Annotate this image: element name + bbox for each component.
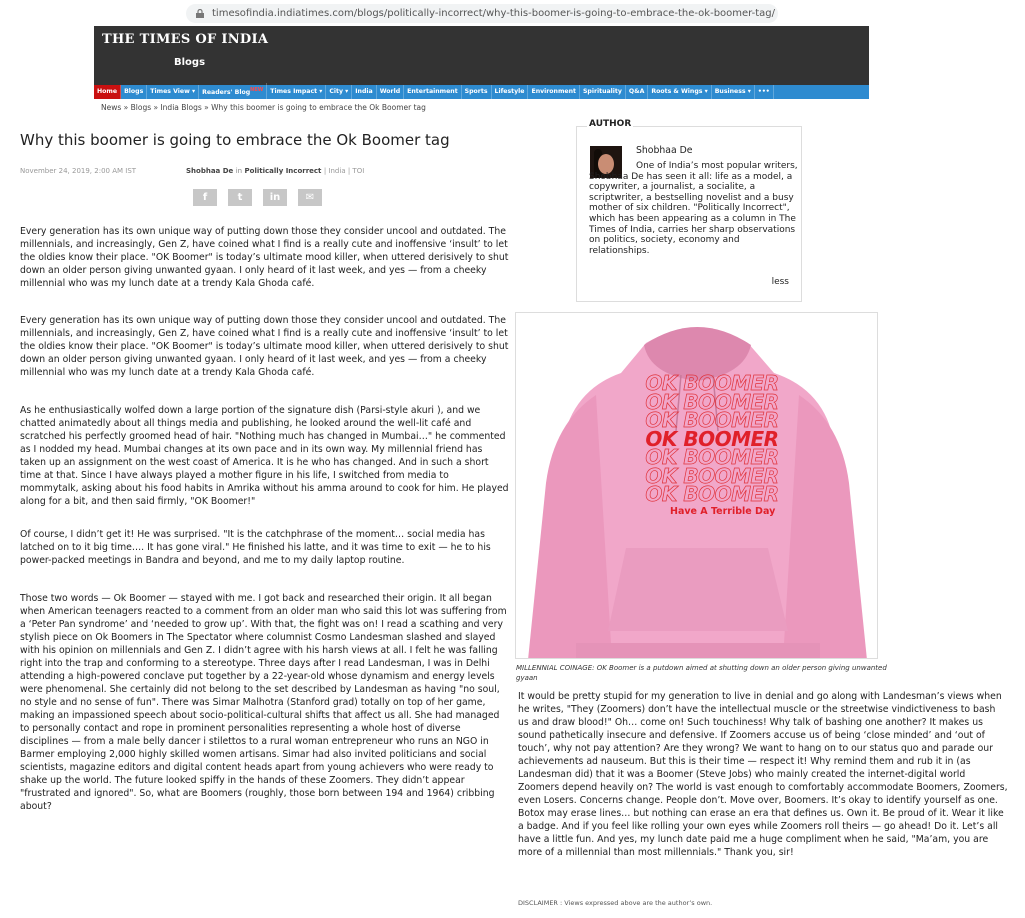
slogan-line: OK BOOMER	[645, 371, 779, 395]
nav-item-roots-wings[interactable]: Roots & Wings ▾	[648, 85, 711, 99]
section-title[interactable]: Blogs	[174, 57, 206, 68]
slogan-line: OK BOOMER	[645, 445, 779, 469]
facebook-icon[interactable]: f	[193, 189, 217, 206]
nav-item-times-impact[interactable]: Times Impact ▾	[267, 85, 326, 99]
author-bio: One of India’s most popular writers, Shobhaa De has seen it all: life as a model, a copywriter, a journalist, a socialite, a scriptwriter, a bestselling novelist and a busy mother of six children. "Politically Incorrect", which has been appearing as a column in The Times of India, carries her sharp observations on politics, society, economy and relationships.	[589, 161, 798, 256]
slogan-line: OK BOOMER	[645, 463, 779, 488]
nav-item-environment[interactable]: Environment	[528, 85, 580, 99]
nav-item-business[interactable]: Business ▾	[712, 85, 755, 99]
breadcrumb[interactable]: News » Blogs » India Blogs » Why this boomer is going to embrace the Ok Boomer tag	[101, 103, 426, 112]
new-badge: NEW	[250, 87, 264, 94]
article-paragraph: Every generation has its own unique way of putting down those they consider uncool and outdated. The millennials, and increasingly, Gen Z, have coined what I find is a really cute and inoffensive ‘insult’ to let the oldies know their place. "OK Boomer" is today’s ultimate mood killer, when uttered derisively to shut down an older person giving unwanted gyaan. I only heard of it last week, and yes — from a cheeky millennial who was my lunch date at a trendy Kala Ghoda café.	[20, 226, 509, 289]
nav-item-times-view[interactable]: Times View ▾	[147, 85, 199, 99]
nav-item-readers-blog[interactable]	[199, 83, 267, 100]
nav-item-lifestyle[interactable]: Lifestyle	[492, 85, 529, 99]
nav-item-entertainment[interactable]: Entertainment	[404, 85, 462, 99]
category-link[interactable]: Politically Incorrect	[244, 167, 322, 175]
article-image	[515, 312, 878, 659]
nav-item-home[interactable]: Home	[94, 85, 121, 99]
slogan-line: OK BOOMER	[645, 389, 779, 414]
tag-links[interactable]: | India | TOI	[323, 167, 365, 175]
article-paragraph: As he enthusiastically wolfed down a large portion of the signature dish (Parsi-style akuri ), and we chatted animatedly about all things media and publishing, he looked around the well-lit café and scratched his perfectly groomed head of hair. "Nothing much has changed in Mumbai…" he commented as I nodded my head. Mumbai changes at its own pace and in its own way. My millennial friend has taken up an assignment on the west coast of America. It is he who has changed. And in such a short time at that. Since I have always played a mother figure in his life, I switched from media to mommytalk, asking about his food habits in Amrika without his amma around to cook for him. He played along for a bit, and then said firmly, "OK Boomer!"	[20, 405, 509, 507]
slogan-line: OK BOOMER	[645, 408, 779, 432]
nav-item-world[interactable]: World	[377, 85, 404, 99]
publish-date: November 24, 2019, 2:00 AM IST	[20, 167, 137, 175]
slogan-line: OK BOOMER	[645, 482, 779, 506]
address-bar[interactable]	[186, 4, 778, 23]
url-text: timesofindia.indiatimes.com/blogs/politically-incorrect/why-this-boomer-is-going-to-embrace-the-ok-boomer-tag/	[212, 8, 776, 19]
nav-item-qa[interactable]: Q&A	[626, 85, 648, 99]
twitter-icon[interactable]: t	[228, 189, 252, 206]
site-logo[interactable]: THE TIMES OF INDIA	[102, 32, 269, 47]
author-name[interactable]: Shobhaa De	[636, 145, 693, 156]
email-icon[interactable]: ✉	[298, 189, 322, 206]
article-paragraph: Of course, I didn’t get it! He was surprised. "It is the catchphrase of the moment… social media has latched on to it big time…. It has gone viral." He finished his latte, and it was time to exit — he to his power-packed meetings in Bandra and beyond, and me to my daily laptop routine.	[20, 529, 491, 566]
author-box-header: AUTHOR	[589, 119, 632, 129]
image-caption: MILLENNIAL COINAGE: OK Boomer is a putdown aimed at shutting down an older person giving unwanted gyaan	[516, 664, 887, 682]
article-paragraph: It would be pretty stupid for my generation to live in denial and go along with Landesman’s views when he writes, "They (Zoomers) don’t have the intellectual muscle or the streetwise vindictiveness to bash us and draw blood!" Oh… come on! Such touchiness! Why talk of bashing one another? It makes us sound pathetically insecure and defensive. If Zoomers accuse us of being ‘close minded’ and ‘out of touch’, why not pay attention? Are they wrong? We want to hang on to our status quo and parade our achievements ad nauseum. But this is their time — respect it! Why remind them and rub it in (as Landesman did) that it was a Boomer (Steve Jobs) who mainly created the internet-digital world Zoomers depend heavily on? The world is vast enough to comfortably accommodate Boomers, Zoomers, even Losers. Concerns change. People don’t. Move over, Boomers. It’s okay to identify yourself as one. Botox may erase lines… but nothing can erase an era that defines us. Own it. Be proud of it. Wear it like a badge. And if you feel like rolling your own eyes while Zoomers roll theirs — go ahead! Do it. Let’s all have a little fun. And yes, my lunch date paid me a huge compliment when he said, "Ma’am, you are more of a millennial than most millennials." Thank you, sir!	[518, 691, 1008, 858]
nav-more[interactable]: •••	[755, 85, 774, 99]
nav-item-label: Readers' Blog	[202, 89, 251, 97]
article-paragraph: Those two words — Ok Boomer — stayed with me. I got back and researched their origin. It all began when American teenagers reacted to a comment from an older man who said this lot was suffering from a ‘Peter Pan syndrome’ and ‘needed to grow up’. With that, the fight was on! I read a scathing and very stylish piece on Ok Boomers in The Spectator where columnist Cosmo Landesman slashed and slayed with his opinion on millennials and Gen Z. I didn’t agree with his harsh views at all. I felt he was falling right into the trap and conforming to a stereotype. Three days after I read Landesman, I was in Delhi attending a high-powered conclave put together by a 22-year-old whose dynamism and energy levels were phenomenal. She certainly did not belong to the set described by Landesman as having "no soul, no style and no sense of fun". There was Simar Malhotra (Stanford grad) totally on top of her game, making an impassioned speech about socio-political-cultural shifts that affect us all. She had managed to personally contact and rope in prominent personalities representing a whole host of diverse disciplines — from a male belly dancer i stilettos to a rural woman entrepreneur who runs an NGO in Barmer employing 2,000 highly skilled women artisans. Simar had also invited politicians and social scientists, magazine editors and digital content heads apart from young achievers who were ready to shake up the world. The future looked spiffy in the hands of these Zoomers. They didn’t appear "frustrated and ignored". So, what are Boomers (roughly, those born between 194 and 1964) cribbing about?	[20, 593, 507, 812]
author-box	[576, 119, 802, 302]
slogan-tagline: Have A Terrible Day	[670, 506, 776, 517]
in-label: in	[235, 167, 243, 175]
page-title: Why this boomer is going to embrace the Ok Boomer tag	[20, 131, 450, 149]
less-toggle[interactable]: less	[771, 277, 789, 287]
masthead	[94, 26, 869, 85]
nav-item-city[interactable]: City ▾	[326, 85, 352, 99]
lock-icon	[196, 9, 204, 18]
nav-item-spirituality[interactable]: Spirituality	[580, 85, 626, 99]
main-nav	[94, 85, 869, 99]
nav-item-blogs[interactable]: Blogs	[121, 85, 147, 99]
nav-item-india[interactable]: India	[352, 85, 376, 99]
author-link[interactable]: Shobhaa De	[186, 167, 234, 175]
slogan-line-main: OK BOOMER	[645, 426, 779, 451]
disclaimer: DISCLAIMER : Views expressed above are the author’s own.	[518, 899, 713, 907]
share-bar	[193, 189, 322, 206]
article-paragraph: Every generation has its own unique way of putting down those they consider uncool and outdated. The millennials, and increasingly, Gen Z, have coined what I find is a really cute and inoffensive ‘insult’ to let the oldies know their place. "OK Boomer" is today’s ultimate mood killer, when uttered derisively to shut down an older person giving unwanted gyaan. I only heard of it last week, and yes — from a cheeky millennial who was my lunch date at a trendy Kala Ghoda café.	[20, 315, 509, 378]
linkedin-icon[interactable]: in	[263, 189, 287, 206]
nav-item-sports[interactable]: Sports	[462, 85, 492, 99]
article-meta	[20, 167, 365, 175]
